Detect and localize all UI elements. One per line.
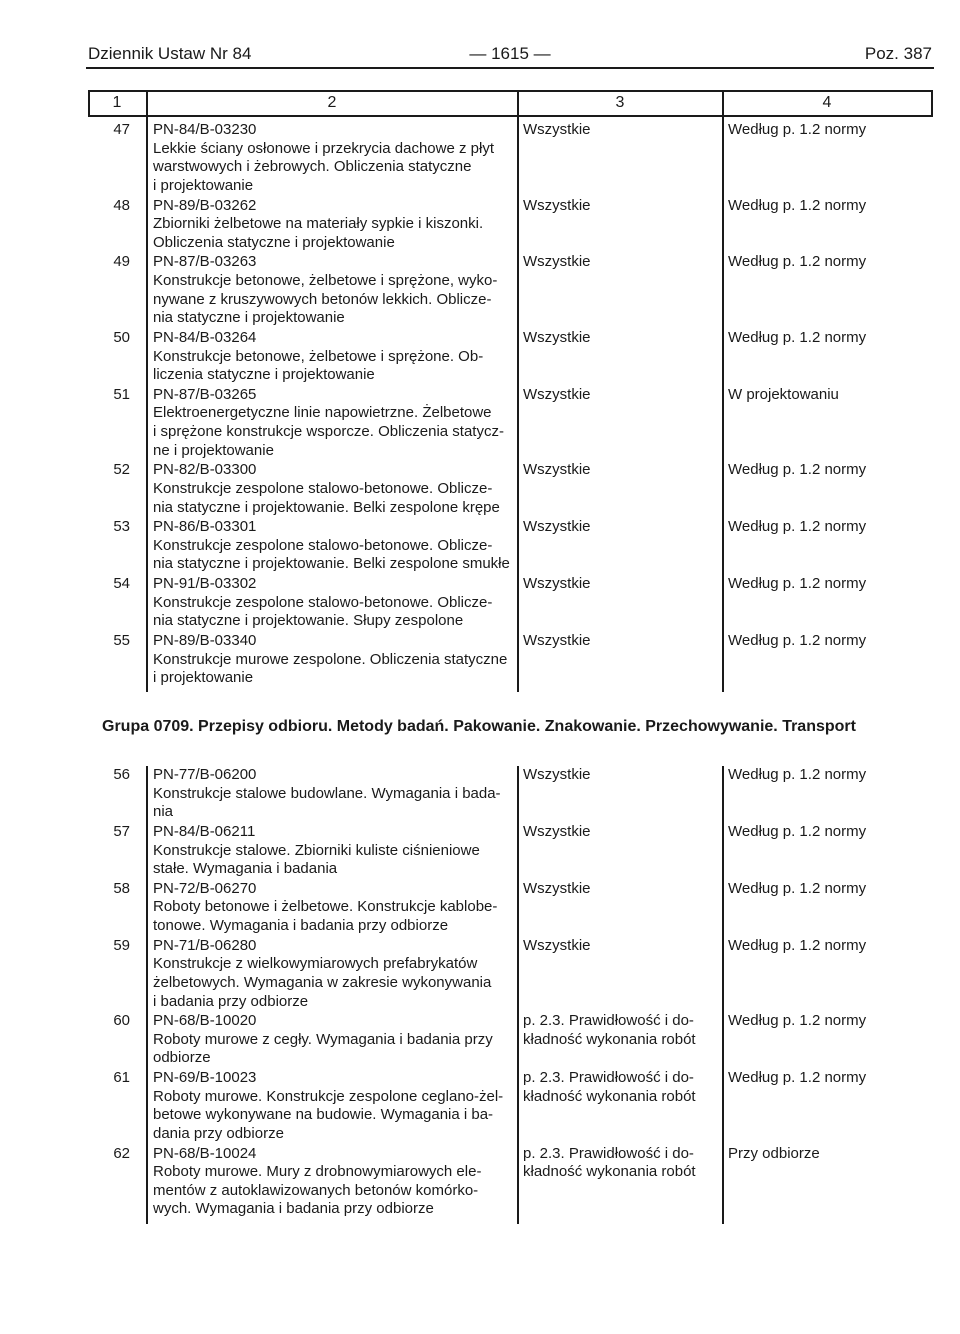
row-number: 54 [113,575,130,593]
applicability-note: Według p. 1.2 normy [728,575,867,593]
scope-text: Wszystkie [523,461,591,479]
standard-title-line: Zbiorniki żelbetowe na materiały sypkie i kiszonki. [153,215,484,233]
column-header-2: 2 [327,94,337,111]
row-number: 55 [113,632,130,649]
scope-text: Wszystkie [523,575,591,593]
column-divider [517,766,519,1224]
standard-title-line: tonowe. Wymagania i badania przy odbiorze [153,917,449,934]
standard-title-line: Konstrukcje betonowe, żelbetowe i sprężone. Ob- [153,347,484,365]
standard-title-line: nia [153,803,174,821]
standard-title-line: Konstrukcje murowe zespolone. Obliczenia statyczne [153,650,508,668]
scope-text: kładność wykonania robót [523,1030,696,1048]
standard-title-line: wych. Wymagania i badania przy odbiorze [153,1200,434,1218]
standard-title-line: i sprężone konstrukcje wsporcze. Obliczenia statycz- [153,423,504,440]
standard-title-line: Lekkie ściany osłonowe i przekrycia dachowe z płyt [153,139,494,157]
standard-title-line: żelbetowych. Wymagania w zakresie wykonywania [153,973,492,991]
standard-title-line: Konstrukcje zespolone stalowo-betonowe. Oblicze- [153,536,493,554]
standard-code: PN-84/B-03230 [153,121,257,138]
scope-text: Wszystkie [523,253,591,271]
standard-title-line: betowe wykonywane na budowie. Wymagania i ba- [153,1106,494,1124]
standard-code: PN-72/B-06270 [153,879,257,897]
row-number: 61 [113,1069,130,1087]
standard-title-line: Elektroenergetyczne linie napowietrzne. Żelbetowe [153,404,492,422]
standard-title-line: liczenia statyczne i projektowanie [153,366,375,384]
scope-text: Wszystkie [523,879,591,897]
applicability-note: Według p. 1.2 normy [728,461,867,479]
row-number: 50 [113,328,130,346]
applicability-note: Według p. 1.2 normy [728,632,867,649]
applicability-note: Według p. 1.2 normy [728,121,867,138]
standard-title-line: odbiorze [153,1049,211,1067]
scope-text: Wszystkie [523,328,591,346]
scope-text: kładność wykonania robót [523,1087,696,1105]
applicability-note: Według p. 1.2 normy [728,253,867,271]
scope-text: Wszystkie [523,766,591,783]
standard-title-line: Roboty murowe z cegły. Wymagania i badania przy [153,1030,493,1048]
standard-title-line: stałe. Wymagania i badania [153,860,338,878]
scope-text: Wszystkie [523,822,591,840]
row-number: 62 [113,1144,130,1162]
row-number: 49 [113,253,130,271]
scope-text: Wszystkie [523,518,591,536]
standard-title-line: nia statyczne i projektowanie [153,309,345,327]
standard-title-line: i projektowanie [153,176,254,194]
standard-title-line: Konstrukcje zespolone stalowo-betonowe. Oblicze- [153,593,493,611]
standard-code: PN-84/B-03264 [153,328,257,346]
standard-code: PN-86/B-03301 [153,518,257,536]
standard-title-line: Konstrukcje z wielkowymiarowych prefabrykatów [153,955,478,973]
row-number: 48 [113,196,130,214]
row-number: 47 [113,121,130,138]
scope-text: p. 2.3. Prawidłowość i do- [523,1012,694,1030]
standard-title-line: Roboty murowe. Mury z drobnowymiarowych ele- [153,1163,482,1181]
row-number: 60 [113,1012,130,1030]
applicability-note: Według p. 1.2 normy [728,1012,867,1030]
scope-text: kładność wykonania robót [523,1163,696,1181]
scope-text: Wszystkie [523,121,591,138]
standard-code: PN-68/B-10024 [153,1144,257,1162]
standard-code: PN-89/B-03340 [153,632,257,649]
standard-code: PN-87/B-03265 [153,385,257,403]
column-header-4: 4 [822,94,832,111]
page-number: — 1615 — [469,44,551,63]
scope-text: Wszystkie [523,632,591,649]
standard-title-line: Konstrukcje betonowe, żelbetowe i sprężone, wyko- [153,272,498,289]
standard-title-line: ne i projektowanie [153,441,274,459]
standard-title-line: nia statyczne i projektowanie. Słupy zespolone [153,612,464,630]
standard-title-line: Obliczenia statyczne i projektowanie [153,233,395,251]
standard-title-line: nywane z kruszywowych betonów lekkich. Oblicze- [153,290,492,308]
standard-title-line: Konstrukcje stalowe. Zbiorniki kuliste ciśnieniowe [153,841,480,859]
scope-text: Wszystkie [523,936,591,954]
standard-code: PN-89/B-03262 [153,196,257,214]
scope-text: Wszystkie [523,385,591,403]
standard-title-line: Roboty murowe. Konstrukcje zespolone ceglano-żel- [153,1087,504,1105]
row-number: 51 [113,385,130,403]
applicability-note: Według p. 1.2 normy [728,936,867,954]
scope-text: p. 2.3. Prawidłowość i do- [523,1144,694,1162]
applicability-note: Według p. 1.2 normy [728,879,867,897]
column-divider [146,766,148,1224]
applicability-note: Według p. 1.2 normy [728,766,867,783]
standard-title-line: nia statyczne i projektowanie. Belki zespolone smukłe [153,555,510,573]
row-number: 58 [113,879,130,897]
applicability-note: Według p. 1.2 normy [728,822,867,840]
standard-code: PN-68/B-10020 [153,1012,257,1030]
scope-text: p. 2.3. Prawidłowość i do- [523,1069,694,1087]
row-number: 52 [113,461,130,479]
standard-code: PN-71/B-06280 [153,936,257,954]
standard-title-line: i projektowanie [153,669,254,687]
position-number: Poz. 387 [864,44,932,63]
applicability-note: Według p. 1.2 normy [728,518,867,536]
applicability-note: W projektowaniu [728,385,839,403]
scope-text: Wszystkie [523,196,591,214]
applicability-note: Przy odbiorze [728,1144,820,1162]
standard-code: PN-87/B-03263 [153,253,257,271]
standard-title-line: warstwowych i żebrowych. Obliczenia statyczne [153,158,472,176]
standard-title-line: Konstrukcje zespolone stalowo-betonowe. Oblicze- [153,479,493,497]
standard-code: PN-84/B-06211 [153,822,256,840]
standard-title-line: i badania przy odbiorze [153,992,309,1010]
applicability-note: Według p. 1.2 normy [728,196,867,214]
row-number: 56 [113,766,130,783]
applicability-note: Według p. 1.2 normy [728,1069,867,1087]
standard-code: PN-77/B-06200 [153,766,257,783]
standard-code: PN-91/B-03302 [153,575,257,593]
row-number: 59 [113,936,130,954]
standard-title-line: nia statyczne i projektowanie. Belki zespolone krępe [153,498,500,516]
row-number: 57 [113,822,130,840]
column-header-1: 1 [112,94,122,111]
standard-title-line: dania przy odbiorze [153,1124,284,1142]
column-divider [722,766,724,1224]
group-title: Grupa 0709. Przepisy odbioru. Metody badań. Pakowanie. Znakowanie. Przechowywanie. Transport [102,718,856,735]
journal-title: Dziennik Ustaw Nr 84 [88,44,252,63]
applicability-note: Według p. 1.2 normy [728,328,867,346]
row-number: 53 [113,518,130,536]
standard-code: PN-82/B-03300 [153,461,257,479]
standard-title-line: Roboty betonowe i żelbetowe. Konstrukcje kablobe- [153,898,498,916]
standard-title-line: Konstrukcje stalowe budowlane. Wymagania i bada- [153,784,501,802]
standard-code: PN-69/B-10023 [153,1069,257,1087]
column-header-3: 3 [615,94,625,111]
standard-title-line: mentów z autoklawizowanych betonów komórko- [153,1181,479,1199]
